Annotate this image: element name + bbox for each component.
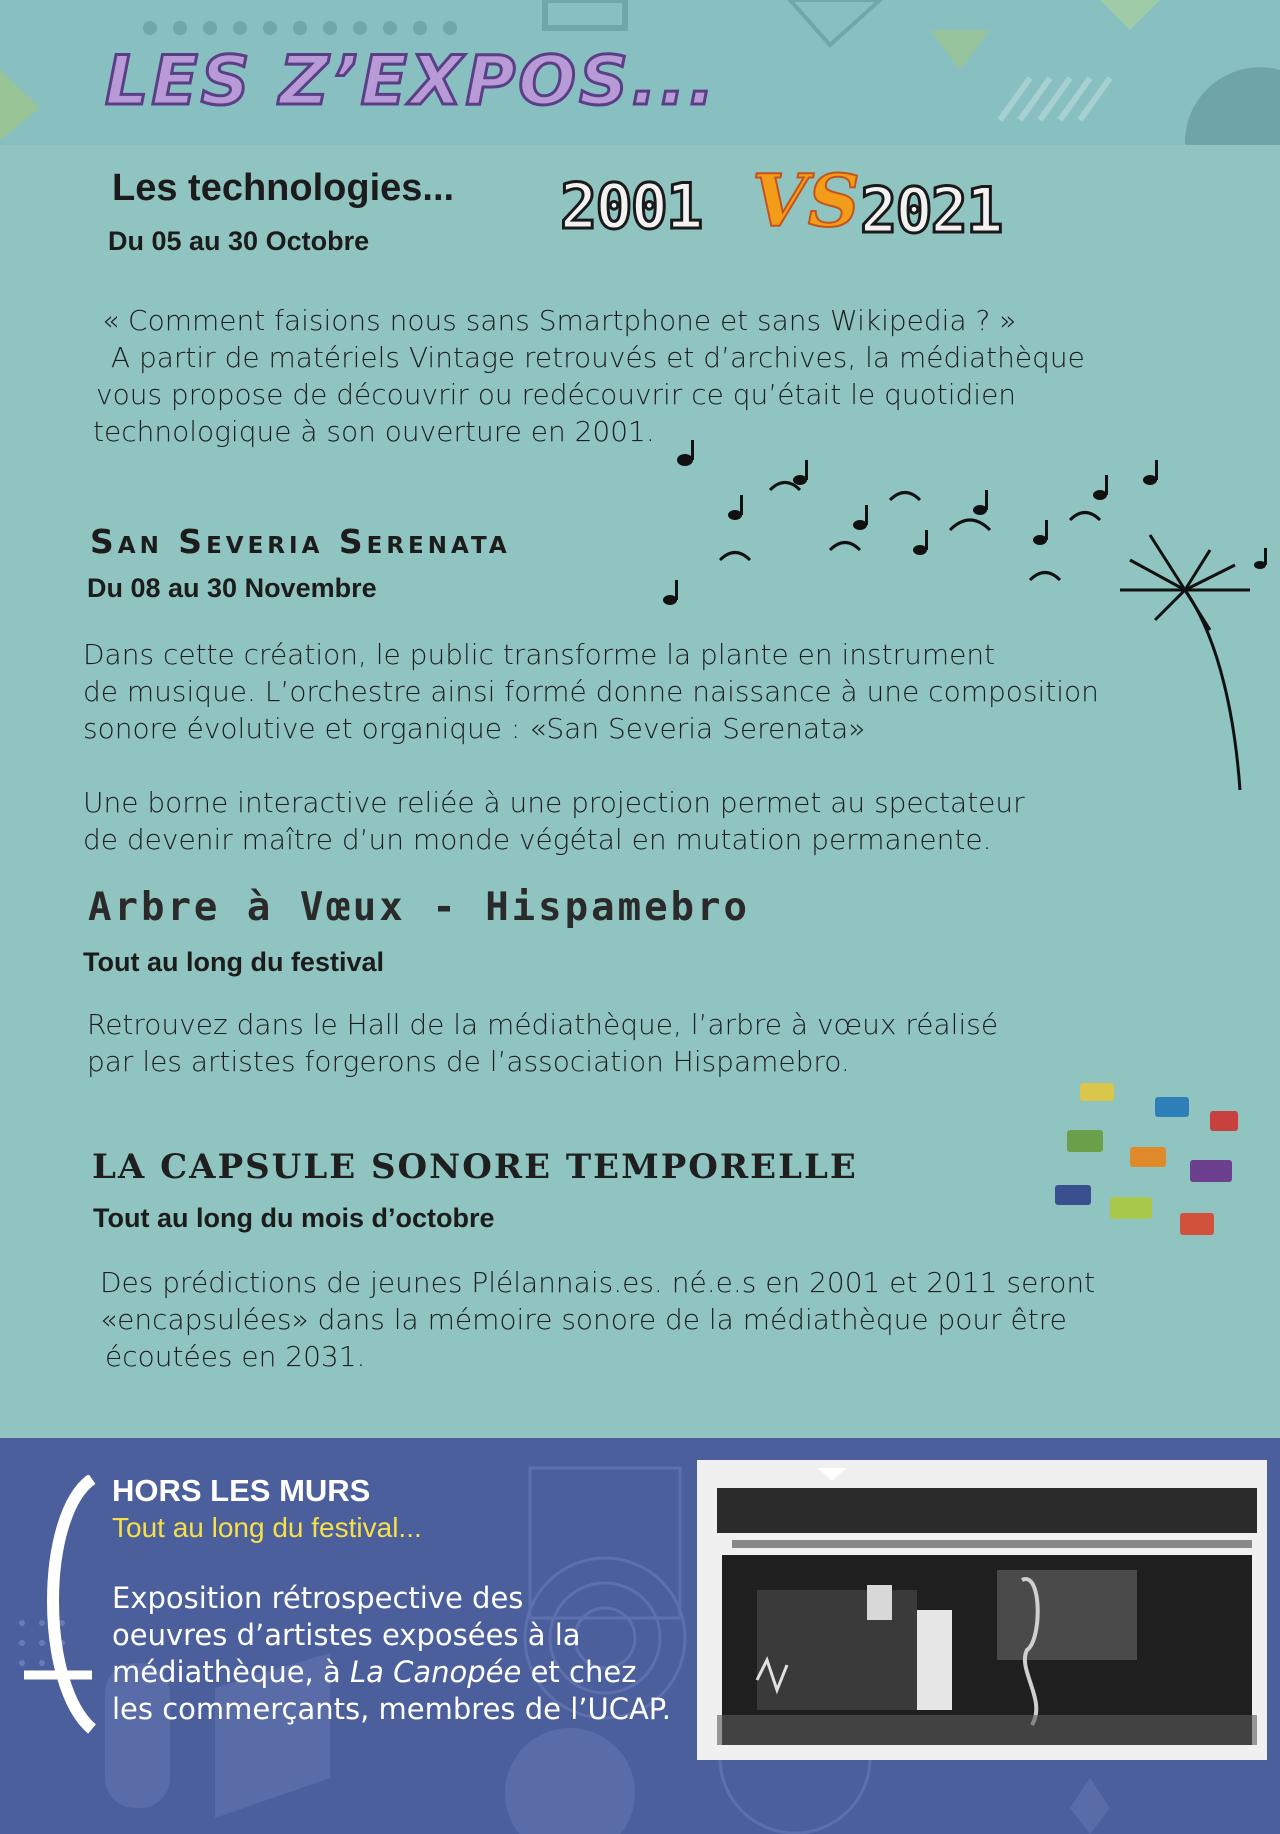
page-title: LES Z’EXPOS... [105, 42, 718, 121]
tech-title: Les technologies... [112, 167, 455, 209]
capsule-text-line: écoutées en 2031. [105, 1340, 366, 1373]
versus-logo [560, 160, 1040, 270]
footer-title: HORS LES MURS [112, 1473, 371, 1508]
versus-year-right: 2021 [860, 174, 1002, 247]
serenata-text-line: sonore évolutive et organique : «San Severia Serenata» [83, 712, 866, 745]
tech-text-line: vous propose de découvrir ou redécouvrir ce qu’était le quotidien [96, 378, 1017, 411]
capsule-text-line: «encapsulées» dans la mémoire sonore de la médiathèque pour être [100, 1303, 1067, 1336]
arbre-text-line: Retrouvez dans le Hall de la médiathèque, l’arbre à vœux réalisé [87, 1008, 999, 1041]
serenata-text-line: Dans cette création, le public transforme la plante en instrument [83, 638, 996, 671]
serenata-dates: Du 08 au 30 Novembre [87, 573, 377, 603]
footer-text-part: médiathèque, à [112, 1655, 350, 1689]
serenata-text-line: Une borne interactive reliée à une projection permet au spectateur [83, 786, 1025, 819]
tech-text-line: A partir de matériels Vintage retrouvés et d’archives, la médiathèque [102, 341, 1085, 374]
footer-text-line: les commerçants, membres de l’UCAP. [112, 1692, 672, 1726]
tech-text-line: technologique à son ouverture en 2001. [93, 415, 655, 448]
abstract-artwork-image [697, 1460, 1267, 1760]
bracket-symbol [20, 1475, 100, 1735]
capsule-title: LA CAPSULE SONORE TEMPORELLE [92, 1147, 858, 1187]
serenata-text-line: de musique. L’orchestre ainsi formé donne naissance à une composition [83, 675, 1099, 708]
footer-dates: Tout au long du festival... [112, 1512, 422, 1543]
footer-text-line-mixed [112, 1654, 636, 1691]
capsule-text-line: Des prédictions de jeunes Plélannais.es. né.e.s en 2001 et 2011 seront [100, 1266, 1096, 1299]
versus-year-left: 2001 [560, 170, 702, 243]
space-invader-icons [1045, 1075, 1245, 1255]
footer-text-line: oeuvres d’artistes exposées à la [112, 1618, 581, 1652]
tech-dates: Du 05 au 30 Octobre [108, 226, 370, 256]
serenata-text-line: de devenir maître d’un monde végétal en mutation permanente. [83, 823, 992, 856]
footer-text-line: Exposition rétrospective des [112, 1581, 524, 1615]
footer-venue-name: La Canopée [349, 1655, 522, 1689]
versus-vs: VS [752, 158, 860, 243]
arbre-dates: Tout au long du festival [83, 947, 384, 977]
arbre-text-line: par les artistes forgerons de l’association Hispamebro. [87, 1045, 850, 1078]
capsule-dates: Tout au long du mois d’octobre [93, 1203, 495, 1233]
footer-text-part: et chez [521, 1655, 637, 1689]
tech-text-line: « Comment faisions nous sans Smartphone et sans Wikipedia ? » [102, 304, 1017, 337]
serenata-title: San Severia Serenata [90, 522, 511, 561]
arbre-title: Arbre à Vœux - Hispamebro [88, 885, 750, 930]
